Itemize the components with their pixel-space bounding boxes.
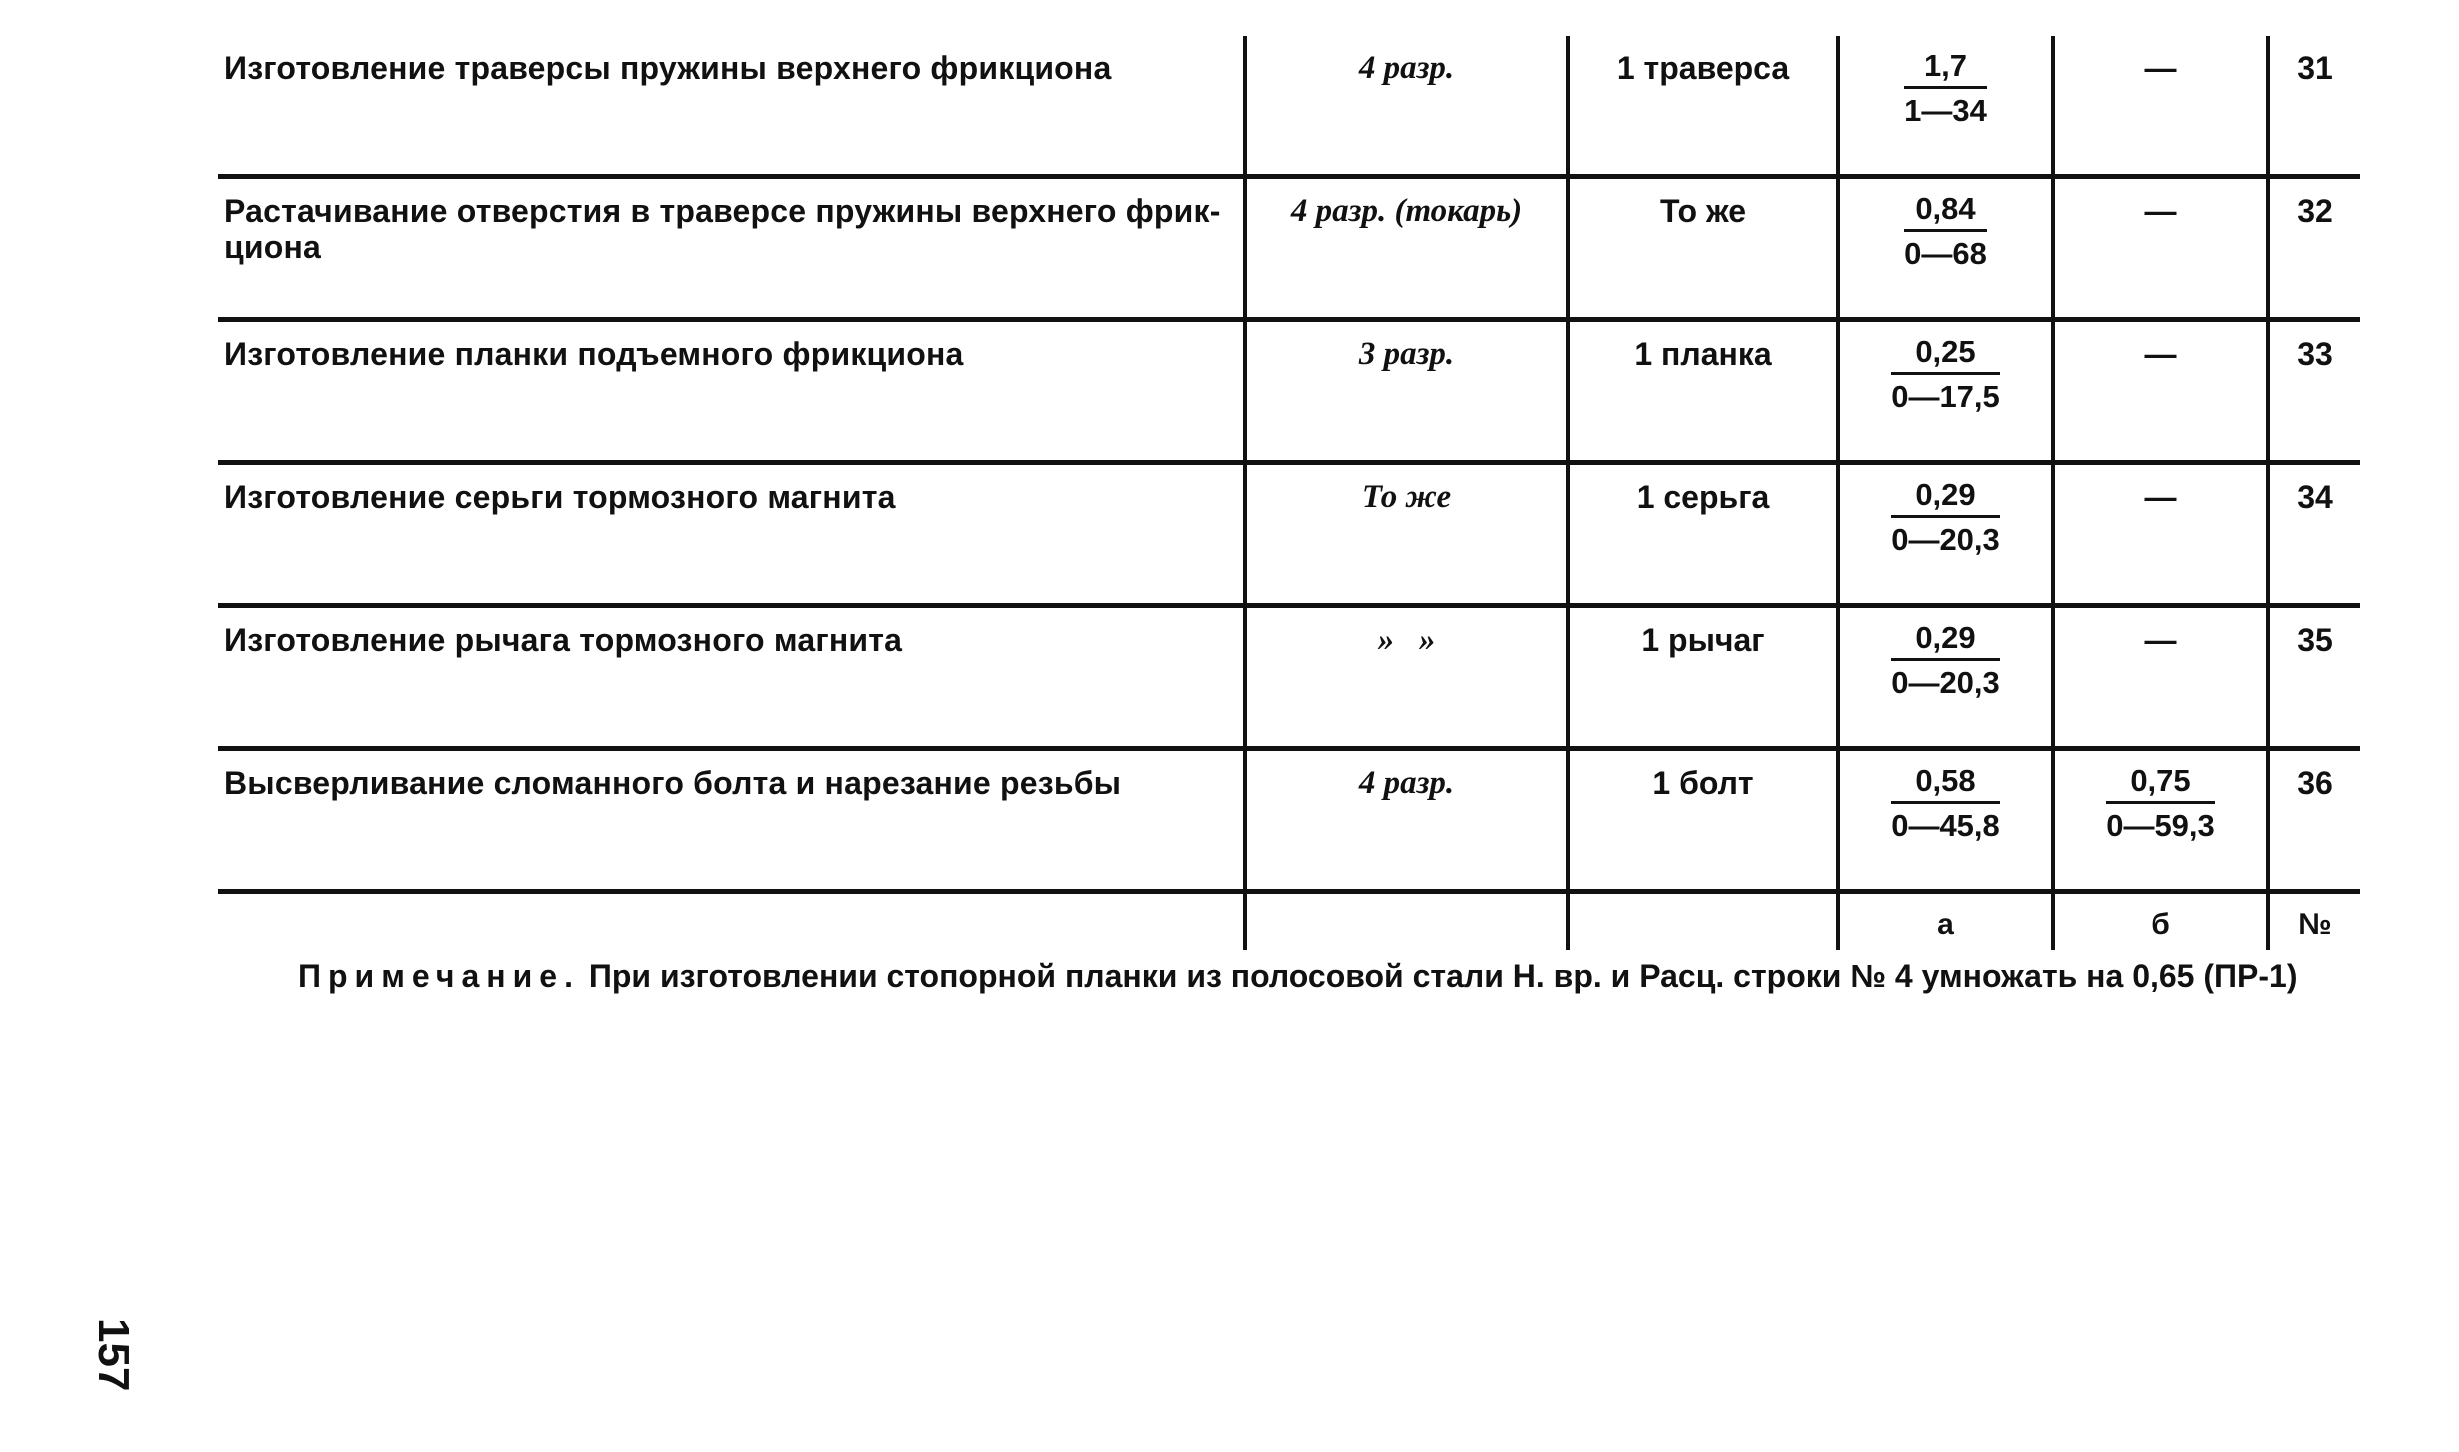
rate-b-cell [2051,179,2266,317]
rate-a-time: 0,58 [1891,763,2000,804]
table-row [218,608,2360,751]
rate-b-dash: — [2144,50,2177,86]
row-number-cell: 35 [2266,608,2360,746]
rate-a-fraction [1904,191,1987,272]
operation-text-continued: циона [224,229,322,265]
rate-a-cell [1836,751,2051,889]
rate-a-cell [1836,322,2051,460]
rate-b-dash: — [2144,479,2177,515]
grade-cell: 4 разр. [1243,751,1566,889]
rate-a-time: 0,25 [1891,334,2000,375]
rate-b-dash: — [2144,336,2177,372]
grade-cell: 4 разр. (токарь) [1243,179,1566,317]
footnote-label: Примечание. [298,958,580,994]
table-row [218,179,2360,322]
column-index-row [218,894,2360,950]
operation-cell: Изготовление планки подъемного фрикциона [224,336,964,372]
table-row [218,751,2360,894]
rate-a-time: 0,29 [1891,620,2000,661]
empty-index-cell [1243,894,1566,950]
rate-a-fraction [1891,334,2000,415]
row-number-cell: 32 [2266,179,2360,317]
rate-b-cell [2051,751,2266,889]
rate-a-price: 0—17,5 [1891,379,2000,414]
operation-cell [218,179,1243,317]
rate-a-price: 1—34 [1904,93,1987,128]
operation-cell: Изготовление рычага тормозного магнита [224,622,903,658]
rate-a-fraction [1891,477,2000,558]
rate-a-fraction [1891,763,2000,844]
page-number: 157 [89,1318,138,1392]
rate-b-cell [2051,322,2266,460]
operation-cell: Изготовление серьги тормозного магнита [224,479,896,515]
column-b-label: б [2051,894,2266,950]
rate-b-price: 0—59,3 [2106,808,2215,843]
grade-cell: 3 разр. [1243,322,1566,460]
operation-cell: Изготовление траверсы пружины верхнего фрикциона [224,50,1112,86]
rate-a-cell [1836,465,2051,603]
unit-cell: 1 серьга [1566,465,1836,603]
rate-b-fraction [2106,763,2215,844]
row-number-cell: 31 [2266,36,2360,174]
rate-b-time: 0,75 [2106,763,2215,804]
footnote [298,958,2297,995]
empty-index-cell [1566,894,1836,950]
rate-a-time: 1,7 [1904,48,1987,89]
footnote-text: При изготовлении стопорной планки из полосовой стали Н. вр. и Расц. строки № 4 умножать на 0,65 (ПР-1) [579,958,2298,994]
rate-a-price: 0—20,3 [1891,522,2000,557]
row-number-cell: 34 [2266,465,2360,603]
table-row [218,465,2360,608]
rate-a-price: 0—20,3 [1891,665,2000,700]
unit-cell: То же [1566,179,1836,317]
rate-a-fraction [1904,48,1987,129]
rate-b-cell [2051,608,2266,746]
grade-cell: 4 разр. [1243,36,1566,174]
table-row [218,36,2360,179]
rate-a-price: 0—68 [1904,236,1987,271]
grade-cell: То же [1243,465,1566,603]
rate-b-dash: — [2144,193,2177,229]
unit-cell: 1 планка [1566,322,1836,460]
operation-cell: Высверливание сломанного болта и нарезание резьбы [224,765,1122,801]
rate-a-cell [1836,608,2051,746]
row-number-cell: 36 [2266,751,2360,889]
rate-b-cell [2051,36,2266,174]
rate-a-fraction [1891,620,2000,701]
unit-cell: 1 траверса [1566,36,1836,174]
rate-a-time: 0,84 [1904,191,1987,232]
norms-table [218,36,2360,950]
rate-a-cell [1836,36,2051,174]
rate-a-price: 0—45,8 [1891,808,2000,843]
column-a-label: а [1836,894,2051,950]
table-row [218,322,2360,465]
rate-b-cell [2051,465,2266,603]
rate-a-cell [1836,179,2051,317]
grade-cell: » » [1243,608,1566,746]
unit-cell: 1 рычаг [1566,608,1836,746]
rate-a-time: 0,29 [1891,477,2000,518]
operation-text: Растачивание отверстия в траверсе пружины верхнего фрик- [224,193,1221,229]
unit-cell: 1 болт [1566,751,1836,889]
rate-b-dash: — [2144,622,2177,658]
row-number-cell: 33 [2266,322,2360,460]
column-number-label: № [2266,894,2360,950]
